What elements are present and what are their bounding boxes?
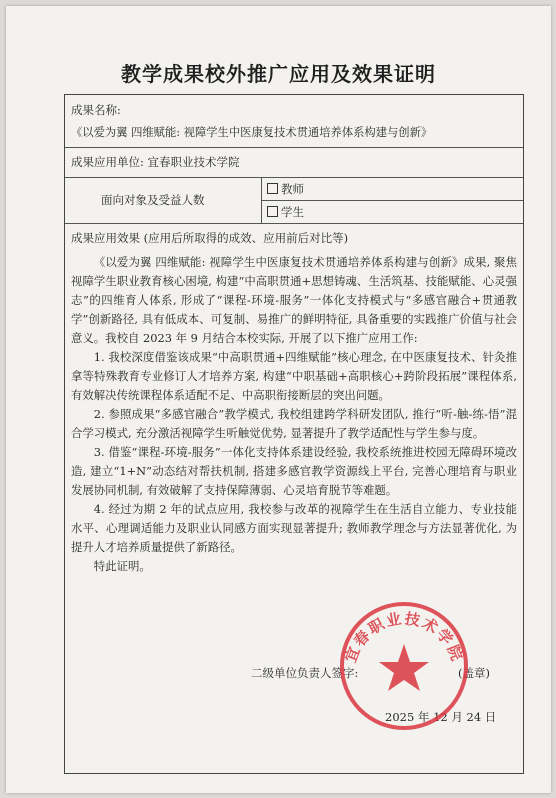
- star-icon: [379, 644, 429, 691]
- certificate-page: [6, 6, 551, 793]
- divider: [65, 223, 523, 224]
- unit-label: [71, 153, 240, 171]
- option-teacher-label: 教师: [281, 182, 304, 196]
- page-title: 教学成果校外推广应用及效果证明: [121, 62, 436, 86]
- checkbox-student[interactable]: [267, 206, 278, 217]
- paragraph: 特此证明。: [93, 559, 151, 573]
- sign-date: 2025 年 12 月 24 日: [385, 710, 497, 724]
- divider: [261, 200, 523, 201]
- effect-label: 成果应用效果 (应用后所取得的成效、应用前后对比等): [71, 231, 349, 245]
- unit-label-text: 成果应用单位:: [71, 155, 144, 169]
- paragraph: 4. 经过为期 2 年的试点应用, 我校参与改革的视障学生在生活自立能力、专业技能水平、心理调适能力及职业认同感方面实现显著提升; 教师教学理念与方法显著优化, 为提升人才培养质量提供了新路径。: [71, 502, 517, 554]
- checkbox-teacher[interactable]: [267, 183, 278, 194]
- target-label: 面向对象及受益人数: [101, 193, 205, 207]
- achievement-name-label: 成果名称:: [71, 103, 121, 117]
- paragraph: 1. 我校深度借鉴该成果“中高职贯通+四维赋能”核心理念, 在中医康复技术、针灸推拿等特殊教育专业修订人才培养方案, 构建“中职基础+高职核心+跨阶段拓展”课程体系, 有效解决传统课程体系适配不足、中高职衔接断层的突出问题。: [71, 350, 517, 402]
- seal-note: (盖章): [458, 666, 491, 680]
- achievement-name-value: 《以爱为翼 四维赋能: 视障学生中医康复技术贯通培养体系构建与创新》: [71, 126, 433, 139]
- signature-label: 二级单位负责人签字:: [251, 666, 359, 680]
- paragraph: 3. 借鉴“课程-环境-服务”一体化支持体系建设经验, 我校系统推进校园无障碍环境改造, 建立“1+N”动态结对帮扶机制, 搭建多感官教学资源线上平台, 完善心理培育与职业发展协同机制, 有效破解了支持保障薄弱、心灵培育脱节等难题。: [71, 445, 517, 497]
- option-teacher: [267, 180, 304, 198]
- effect-body: [71, 253, 517, 576]
- svg-text:宜春职业技术学院: 宜春职业技术学院: [341, 609, 467, 665]
- paragraph: 《以爱为翼 四维赋能: 视障学生中医康复技术贯通培养体系构建与创新》成果, 聚焦视障学生职业教育核心困境, 构建“中高职贯通+思想铸魂、生活筑基、技能赋能、心灵强志”的四维育人体系, 形成了“课程-环境-服务”一体化支持模式与“多感官融合+贯通教学”创新路径, 具有低成本、可复制、易推广的鲜明特征, 具备重要的实践推广价值与社会意义。我校自 2023 年 9 月结合本校实际, 开展了以下推广应用工作:: [71, 255, 517, 345]
- divider: [65, 177, 523, 178]
- unit-value: 宜春职业技术学院: [147, 155, 240, 169]
- divider: [65, 147, 523, 148]
- option-student-label: 学生: [281, 205, 304, 219]
- option-student: [267, 203, 304, 221]
- official-seal: [334, 596, 474, 736]
- paragraph: 2. 参照成果“多感官融合”教学模式, 我校组建跨学科研发团队, 推行“听-触-练-悟”混合学习模式, 充分激活视障学生听触觉优势, 显著提升了教学适配性与学生参与度。: [71, 407, 517, 440]
